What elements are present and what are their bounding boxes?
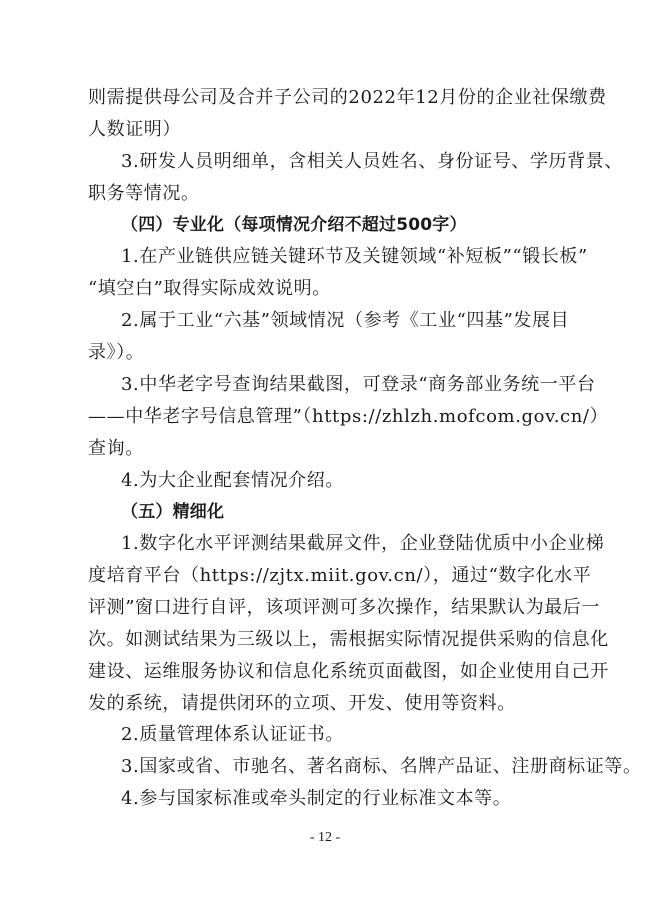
paragraph-line: 则需提供母公司及合并子公司的2022年12月份的企业社保缴费 xyxy=(88,87,607,108)
paragraph-line: 查询。 xyxy=(88,438,144,459)
list-item-line: 4.为大企业配套情况介绍。 xyxy=(121,470,344,491)
paragraph-line: 录》）。 xyxy=(88,342,145,363)
list-item-line: 2.属于工业“六基”领域情况（参考《工业“四基”发展目 xyxy=(121,310,570,331)
paragraph-line: 建设、运维服务协议和信息化系统页面截图，如企业使用自己开 xyxy=(88,661,609,682)
paragraph-line: “填空白”取得实际成效说明。 xyxy=(88,278,331,299)
section-heading-specialization: （四）专业化（每项情况介绍不超过500字） xyxy=(121,215,467,235)
list-item-line: 3.研发人员明细单，含相关人员姓名、身份证号、学历背景、 xyxy=(121,151,623,172)
list-item-line: 4.参与国家标准或牵头制定的行业标准文本等。 xyxy=(121,788,512,809)
page-number: - 12 - xyxy=(309,830,341,845)
paragraph-line: 职务等情况。 xyxy=(88,183,200,204)
paragraph-line: 度培育平台（https://zjtx.miit.gov.cn/），通过“数字化水平 xyxy=(88,565,592,586)
list-item-line: 2.质量管理体系认证证书。 xyxy=(121,724,344,745)
paragraph-line: 评测”窗口进行自评，该项评测可多次操作，结果默认为最后一 xyxy=(88,597,600,618)
paragraph-line: 人数证明） xyxy=(88,119,181,140)
list-item-line: 1.在产业链供应链关键环节及关键领域“补短板”“锻长板” xyxy=(121,246,588,267)
paragraph-line: ——中华老字号信息管理”（https://zhlzh.mofcom.gov.cn/） xyxy=(88,406,609,427)
paragraph-line: 次。如测试结果为三级以上，需根据实际情况提供采购的信息化 xyxy=(88,629,609,650)
section-heading-refinement: （五）精细化 xyxy=(121,502,225,522)
list-item-line: 3.国家或省、市驰名、著名商标、名牌产品证、注册商标证等。 xyxy=(121,756,642,777)
paragraph-line: 发的系统，请提供闭环的立项、开发、使用等资料。 xyxy=(88,693,516,714)
list-item-line: 1.数字化水平评测结果截屏文件，企业登陆优质中小企业梯 xyxy=(121,533,605,554)
list-item-line: 3.中华老字号查询结果截图，可登录“商务部业务统一平台 xyxy=(121,374,596,395)
